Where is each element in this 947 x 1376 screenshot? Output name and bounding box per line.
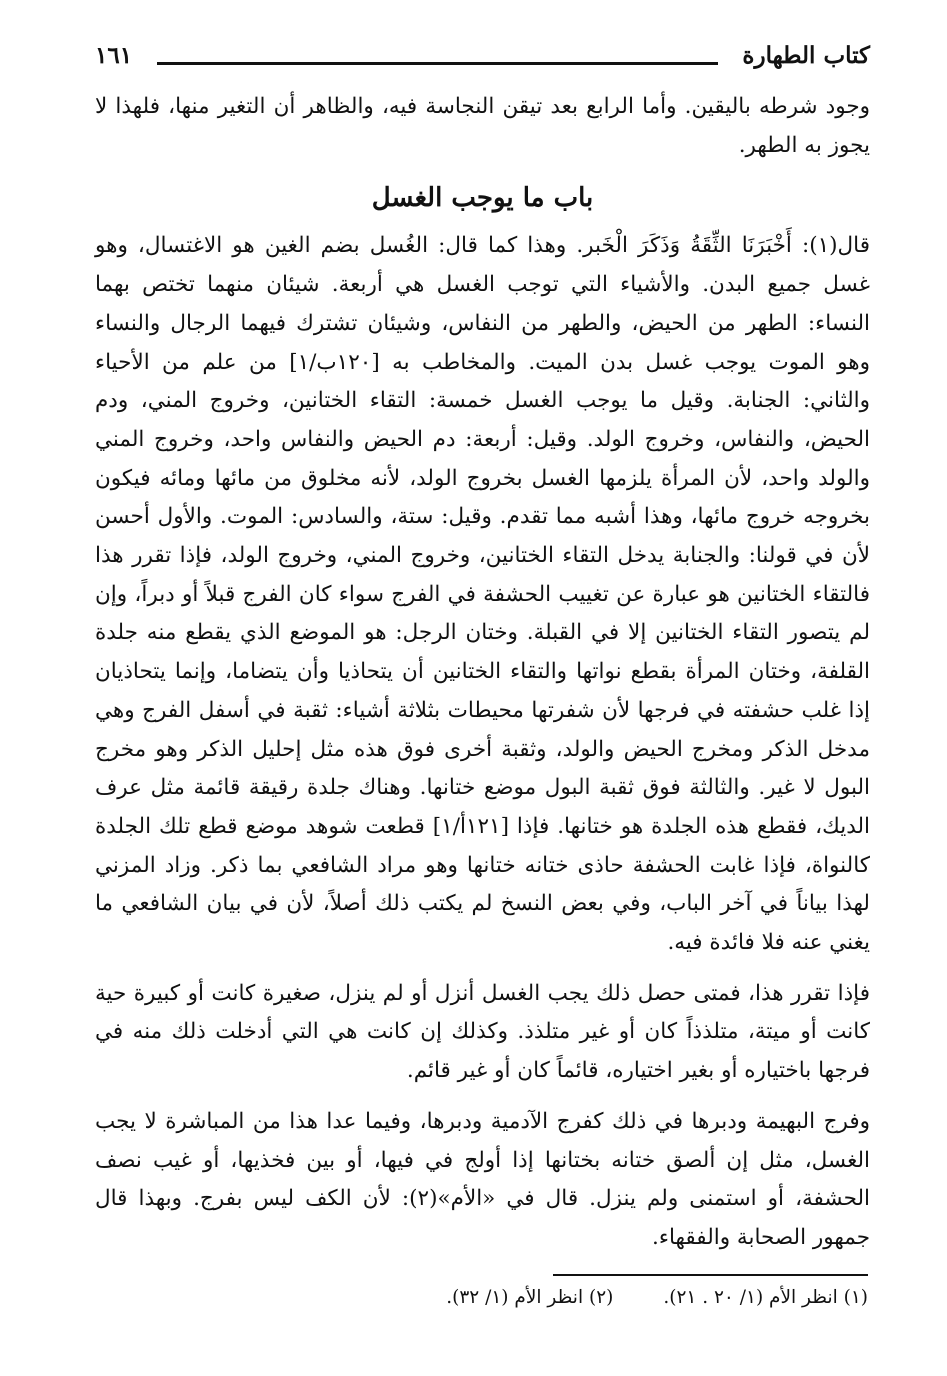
footnote-2: (٢) انظر الأم (١/ ٣٢). [446,1287,614,1308]
paragraph-second: فإذا تقرر هذا، فمتى حصل ذلك يجب الغسل أنزل أو لم ينزل، صغيرة كانت أو كبيرة حية كانت أو ميتة، متلذذاً كان أو غير متلذذ. وكذلك إن كانت هي التي أدخلت ذلك منه في فرجها باختياره أو بغير اختياره، قائماً كان أو غير قائم. [95,980,870,1084]
main-text [95,88,870,1258]
section-heading: باب ما يوجب الغسل [371,183,594,214]
footnotes [308,1287,868,1308]
footnote-rule [553,1274,868,1276]
paragraph-third: وفرج البهيمة ودبرها في ذلك كفرج الآدمية ودبرها، وفيما عدا هذا من المباشرة لا يجب الغسل، مثل إن ألصق ختانه بختانها إذا أولج في فيها، أو بين فخذيها، أو غيب نصف الحشفة، أو استمنى ولم ينزل. قال في «الأم»(٢): لأن الكف ليس بفرج. وبهذا قال جمهور الصحابة والفقهاء. [95,1108,870,1250]
footnote-1: (١) انظر الأم (١/ ٢٠ . ٢١). [663,1287,868,1308]
header-rule [157,62,718,65]
running-title: كتاب الطهارة [742,42,870,69]
page-header [95,40,870,74]
paragraph-main: قال(١): أَخْبَرَنَا الثِّقَةُ وَذَكَرَ الْخَبر. وهذا كما قال: الغُسل بضم الغين هو الاغتسال، وهو غسل جميع البدن. والأشياء التي توجب الغسل هي أربعة. شيئان منهما تختص بهما النساء: الطهر من الحيض، والطهر من النفاس، وشيئان تشترك فيهما الرجال والنساء وهو الموت يوجب غسل بدن الميت. والمخاطب به [١٢٠ب/١] من علم من الأحياء والثاني: الجنابة. وقيل ما يوجب الغسل خمسة: التقاء الختانين، وخروج المني، ودم الحيض، والنفاس، وخروج الولد. وقيل: أربعة: دم الحيض والنفاس واحد، وخروج المني والولد واحد، لأن المرأة يلزمها الغسل بخروج الولد، لأنه مخلوق من مائها ومائه فيكون بخروجه خروج مائها، وهذا أشبه مما تقدم. وقيل: ستة، والسادس: الموت. والأول أحسن لأن في قولنا: والجنابة يدخل التقاء الختانين، وخروج المني، وخروج الولد، فإذا تقرر هذا فالتقاء الختانين هو عبارة عن تغييب الحشفة في الفرج سواء كان الفرج قبلاً أو دبراً، وإن لم يتصور التقاء الختانين إلا في القبلة. وختان الرجل: هو الموضع الذي يقطع منه جلدة القلفة، وختان المرأة بقطع نواتها والتقاء الختانين أن يتحاذيا وأن يتضاما، وإنما يتحاذيان إذا غلب حشفته في فرجها لأن شفرتها محيطات بثلاثة أشياء: ثقبة في أسفل الفرج وهي مدخل الذكر ومخرج الحيض والولد، وثقبة أخرى فوق هذه مثل إحليل الذكر وهو مخرج البول لا غير. والثالثة فوق ثقبة البول موضع ختانها. وهناك جلدة رقيقة قائمة مثل عرف الديك، فقطع هذه الجلدة هو ختانها. فإذا [١٢١أ/١] قطعت شوهد موضع قطع تلك الجلدة كالنواة، فإذا غابت الحشفة حاذى ختانه ختانها وهو مراد الشافعي بما ذكر. وزاد المزني لهذا بياناً في آخر الباب، وفي بعض النسخ لم يكتب ذلك أصلاً، لأن في بيان الشافعي ما يغني عنه فلا فائدة فيه. [95,233,871,956]
page-number: ١٦١ [95,42,133,69]
paragraph-continuation: وجود شرطه باليقين. وأما الرابع بعد تيقن النجاسة فيه، والظاهر أن التغير منها، فلهذا لا يجوز به الطهر. [95,94,870,158]
